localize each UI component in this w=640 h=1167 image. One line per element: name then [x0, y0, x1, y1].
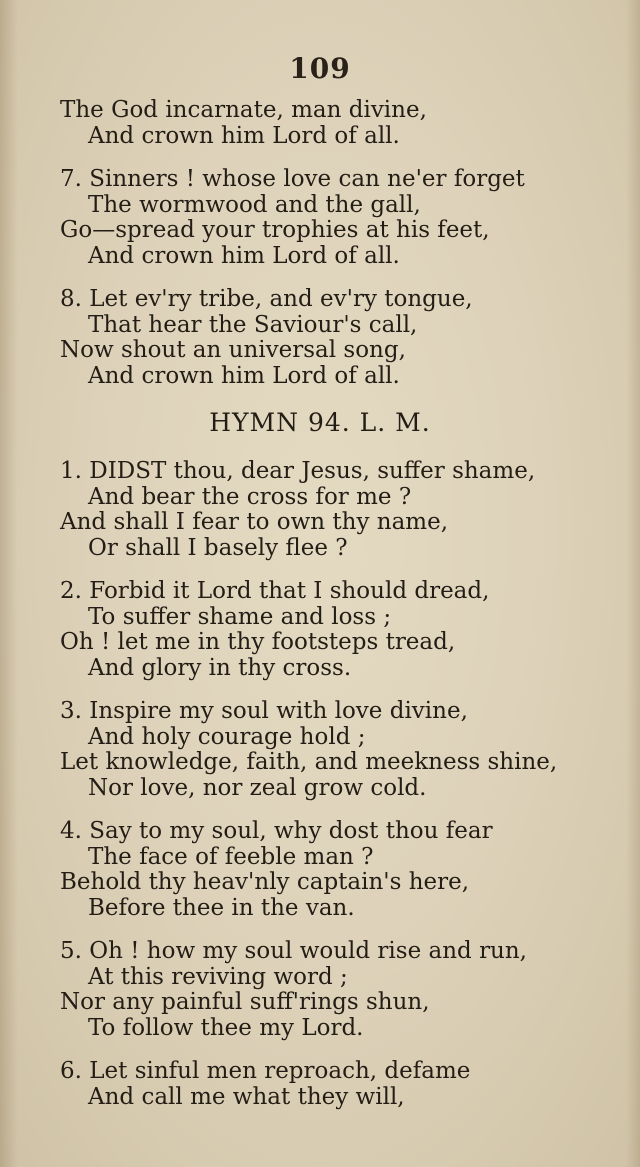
verse-line: 2. Forbid it Lord that I should dread,	[60, 578, 490, 604]
hymn-heading: HYMN 94. L. M.	[209, 408, 431, 437]
verse-line: The face of feeble man ?	[88, 843, 374, 870]
hymn-stanza-6	[60, 1059, 635, 1110]
verse-line: Nor any painful suff'rings shun,	[60, 989, 430, 1015]
verse-line: Or shall I basely flee ?	[88, 534, 348, 561]
verse-line: Behold thy heav'nly captain's here,	[60, 869, 470, 895]
verse-line: 1. DIDST thou, dear Jesus, suffer shame,	[60, 458, 536, 484]
verse-line: Before thee in the van.	[88, 894, 355, 921]
verse-line: Nor love, nor zeal grow cold.	[88, 774, 427, 801]
verse-line: And holy courage hold ;	[88, 723, 366, 750]
verse-line: And shall I fear to own thy name,	[60, 509, 449, 535]
verse-line: 5. Oh ! how my soul would rise and run,	[60, 938, 527, 964]
verse-line: The God incarnate, man divine,	[60, 97, 427, 123]
verse-line: At this reviving word ;	[88, 963, 348, 990]
verse-line: 3. Inspire my soul with love divine,	[60, 698, 468, 724]
verse-line: And bear the cross for me ?	[88, 483, 412, 510]
hymn-stanza-1	[60, 459, 635, 561]
verse-line: That hear the Saviour's call,	[88, 311, 418, 338]
verse-line: And glory in thy cross.	[88, 654, 352, 681]
hymn-stanza-3	[60, 699, 635, 801]
verse-line: And call me what they will,	[88, 1083, 405, 1110]
verse-line: And crown him Lord of all.	[88, 362, 400, 389]
stanza-continuation	[60, 98, 635, 149]
verse-line: 7. Sinners ! whose love can ne'er forget	[60, 166, 525, 192]
verse-line: And crown him Lord of all.	[88, 242, 400, 269]
verse-line: Let knowledge, faith, and meekness shine,	[60, 749, 558, 775]
hymn-stanza-4	[60, 819, 635, 921]
hymn-stanza-5	[60, 939, 635, 1041]
verse-line: To suffer shame and loss ;	[88, 603, 392, 630]
verse-line: 8. Let ev'ry tribe, and ev'ry tongue,	[60, 286, 473, 312]
page-edge-shadow-left	[0, 0, 18, 1167]
page-text	[60, 98, 635, 1128]
verse-line: Oh ! let me in thy footsteps tread,	[60, 629, 456, 655]
verse-line: The wormwood and the gall,	[88, 191, 421, 218]
verse-line: 6. Let sinful men reproach, defame	[60, 1058, 471, 1084]
verse-line: And crown him Lord of all.	[88, 122, 400, 149]
page-number: 109	[289, 52, 351, 85]
verse-line: Go—spread your trophies at his feet,	[60, 217, 490, 243]
verse-line: 4. Say to my soul, why dost thou fear	[60, 818, 493, 844]
stanza-8	[60, 287, 635, 389]
hymn-stanza-2	[60, 579, 635, 681]
verse-line: Now shout an universal song,	[60, 337, 406, 363]
stanza-7	[60, 167, 635, 269]
verse-line: To follow thee my Lord.	[88, 1014, 364, 1041]
